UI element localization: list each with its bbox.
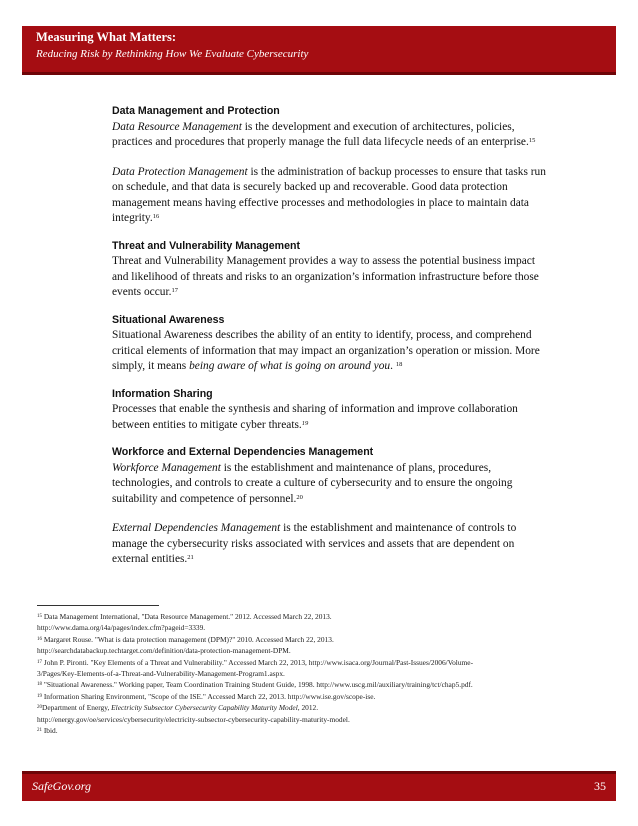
footnote-17-url: 3/Pages/Key-Elements-of-a-Threat-and-Vulnerability-Management-Program1.aspx. xyxy=(37,669,285,679)
paragraph xyxy=(112,328,552,375)
footnote-text-tail: , 2012. xyxy=(297,703,319,713)
paragraph xyxy=(112,165,552,227)
section-title: Information Sharing xyxy=(112,387,213,400)
paragraph-text: Situational Awareness describes the ability of an entity to identify, process, and comprehend critical elements of information that may impact an organization’s operation or mission. More simply, it means xyxy=(112,329,540,372)
paragraph-tail: . xyxy=(390,360,396,372)
footnote-text: "Situational Awareness." Working paper, Team Coordination Training Student Guide, 1998. http://www.uscg.mil/auxiliary/training/tct/chap5.pdf. xyxy=(42,680,473,690)
footnote-20-url: http://energy.gov/oe/services/cybersecurity/electricity-subsector-cybersecurity-capability-maturity-model. xyxy=(37,714,350,724)
paragraph xyxy=(112,461,552,508)
document-title: Measuring What Matters: xyxy=(36,30,177,44)
footnote-ref: 21 xyxy=(187,554,194,561)
section-title: Threat and Vulnerability Management xyxy=(112,239,300,252)
section-title: Situational Awareness xyxy=(112,313,225,326)
footnote-ref: 19 xyxy=(301,419,309,427)
footnote-number: 18 xyxy=(37,682,42,688)
footnote-title: Electricity Subsector Cybersecurity Capability Maturity Model xyxy=(111,703,298,713)
section-title: Workforce and External Dependencies Management xyxy=(112,446,374,458)
footnote-ref: 17 xyxy=(171,287,178,294)
footnote-number: 17 xyxy=(37,659,42,665)
footnote-ref: 16 xyxy=(152,213,160,220)
main-content xyxy=(112,104,552,580)
footnote-text: John P. Pironti. "Key Elements of a Threat and Vulnerability." Accessed March 22, 2013, http://www.isaca.org/Journal/Past-Issues/2006/Volume- xyxy=(42,657,474,667)
footnote-15 xyxy=(37,611,617,622)
section-workforce xyxy=(112,445,552,568)
term: Workforce Management xyxy=(112,461,221,474)
footnotes xyxy=(37,611,617,736)
term: External Dependencies Management xyxy=(112,522,281,534)
footnote-16 xyxy=(37,634,617,645)
footnote-ref: 20 xyxy=(296,493,303,501)
paragraph xyxy=(112,254,552,301)
footnote-19 xyxy=(37,691,617,702)
footnote-text: Margaret Rouse. "What is data protection management (DPM)?" 2010. Accessed March 22, 2013. xyxy=(42,634,334,644)
footnote-17 xyxy=(37,657,617,668)
footnote-number: 15 xyxy=(37,614,42,619)
section-data-management xyxy=(112,104,552,227)
footnote-15-url: http://www.dama.org/i4a/pages/index.cfm?pageid=3339. xyxy=(37,623,206,633)
section-situational-awareness xyxy=(112,313,552,375)
section-information-sharing xyxy=(112,387,552,434)
paragraph-text: is the development and execution of architectures, policies, practices and procedures that properly manage the full data lifecycle needs of an enterprise. xyxy=(112,120,529,148)
page-number: 35 xyxy=(594,779,606,793)
paragraph xyxy=(112,120,552,151)
footnote-ref: 15 xyxy=(528,137,536,144)
section-threat-vulnerability xyxy=(112,239,552,301)
paragraph-text: Threat and Vulnerability Management provides a way to assess the potential business impact and likelihood of threats and risks to an organization’s information infrastructure before those events occur. xyxy=(112,255,539,298)
footnote-number: 16 xyxy=(37,636,42,642)
paragraph-text: Processes that enable the synthesis and sharing of information and improve collaboration between entities to mitigate cyber threats. xyxy=(112,403,518,431)
page-footer xyxy=(22,771,616,801)
footnote-20 xyxy=(37,702,617,713)
document-subtitle: Reducing Risk by Rethinking How We Evaluate Cybersecurity xyxy=(36,48,309,60)
footnote-ref: 18 xyxy=(395,361,403,368)
footnote-text: Department of Energy, xyxy=(42,703,112,713)
footnote-number: 21 xyxy=(37,728,42,734)
paragraph xyxy=(112,402,552,433)
footnote-text: Data Management International, "Data Resource Management." 2012. Accessed March 22, 2013. xyxy=(42,612,332,621)
footnote-number: 20 xyxy=(37,705,42,711)
footnote-21 xyxy=(37,725,617,736)
footnote-divider xyxy=(37,605,159,606)
paragraph xyxy=(112,521,552,568)
term: Data Resource Management xyxy=(112,120,242,133)
footnote-text: Information Sharing Environment, "Scope of the ISE." Accessed March 22, 2013. http://www.ise.gov/scope-ise. xyxy=(42,691,376,701)
footer-site-name: SafeGov.org xyxy=(32,779,91,793)
footnote-text: Ibid. xyxy=(42,726,58,736)
emphasis-text: being aware of what is going on around you xyxy=(189,360,391,372)
term: Data Protection Management xyxy=(112,165,248,178)
paragraph-text: is the establishment and maintenance of controls to manage the cybersecurity risks associated with services and assets that are dependent on external entities. xyxy=(112,522,517,565)
section-title: Data Management and Protection xyxy=(112,105,280,117)
footnote-16-url: http://searchdatabackup.techtarget.com/definition/data-protection-management-DPM. xyxy=(37,646,291,656)
footnote-18 xyxy=(37,679,617,690)
paragraph-text: is the establishment and maintenance of plans, procedures, technologies, and controls to create a culture of cybersecurity and to ensure the ongoing suitability and competence of personnel. xyxy=(112,461,513,505)
page-header xyxy=(22,26,616,75)
footnote-number: 19 xyxy=(37,693,42,699)
paragraph-text: is the administration of backup processes to ensure that tasks run on schedule, and that data is securely backed up and recoverable. Good data protection management means having effective processes and methodologies in place to maintain data integrity. xyxy=(112,165,546,224)
